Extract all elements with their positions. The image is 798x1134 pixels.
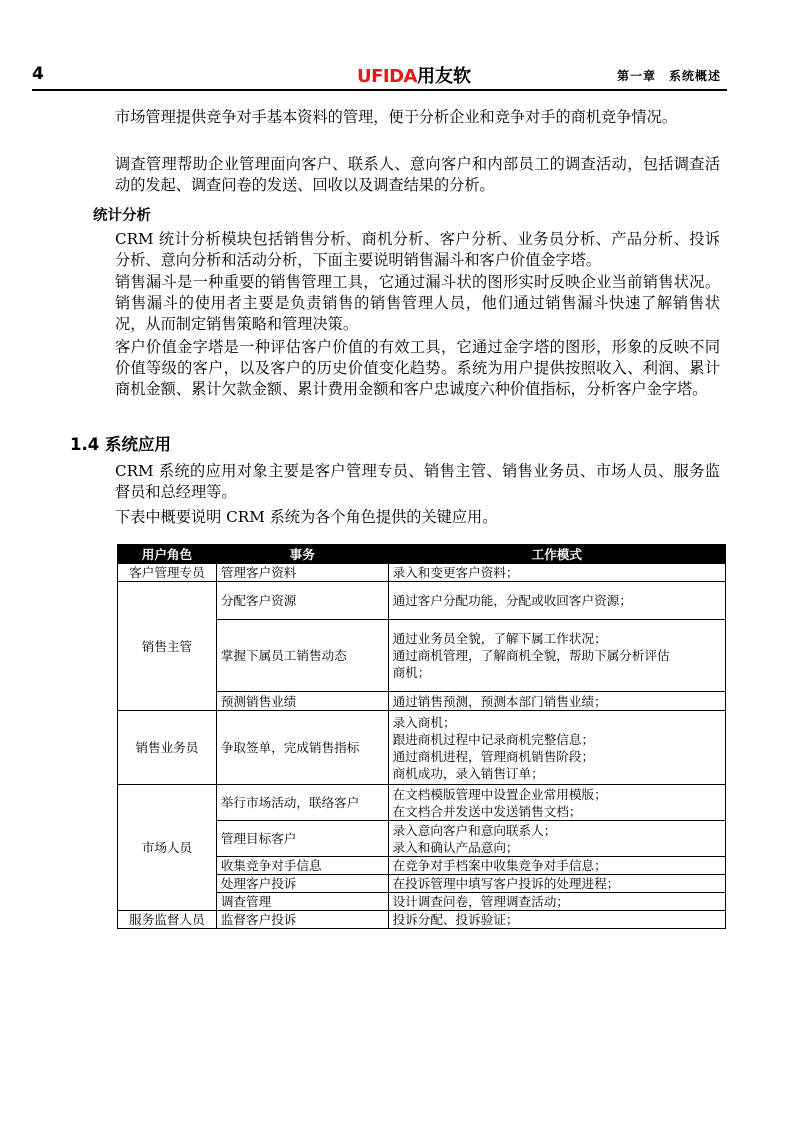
mode-line: 通过销售预测，预测本部门销售业绩；: [392, 693, 607, 709]
task-cell: 预测销售业绩: [216, 692, 388, 711]
task-cell: 调查管理: [216, 893, 388, 911]
mode-cell: [388, 711, 725, 785]
section-heading-system-application: 1.4 系统应用: [70, 435, 171, 454]
paragraph-sales-funnel: 销售漏斗是一种重要的销售管理工具，它通过漏斗状的图形实时反映企业当前销售状况。销售漏斗的使用者主要是负责销售的销售管理人员，他们通过销售漏斗快速了解销售状况，从而制定销售策略和管理决策。: [115, 273, 720, 333]
page-header: [32, 62, 727, 88]
task-cell: 管理目标客户: [216, 821, 388, 857]
mode-cell: [388, 875, 725, 893]
table-header-row: [118, 545, 726, 564]
mode-cell: [388, 564, 725, 582]
role-cell: 服务监督人员: [118, 911, 217, 929]
task-cell: 监督客户投诉: [216, 911, 388, 929]
mode-line: 商机；: [392, 665, 431, 680]
paragraph-application-targets: CRM 系统的应用对象主要是客户管理专员、销售主管、销售业务员、市场人员、服务监督员和总经理等。: [115, 462, 720, 501]
ufida-logo: [357, 62, 471, 88]
role-cell: 市场人员: [118, 785, 217, 911]
page-number: 4: [32, 64, 44, 84]
column-header-task: 事务: [216, 545, 388, 564]
role-cell: 销售主管: [118, 582, 217, 711]
mode-cell: [388, 911, 725, 929]
task-cell: 管理客户资料: [216, 564, 388, 582]
mode-line: 商机成功，录入销售订单；: [392, 765, 544, 781]
table-row: [118, 711, 726, 785]
mode-line: 通过客户分配功能，分配或收回客户资源；: [392, 593, 632, 608]
mode-cell: [388, 821, 725, 857]
mode-cell: [388, 893, 725, 911]
table-row: [118, 785, 726, 821]
column-header-mode: 工作模式: [388, 545, 725, 564]
table-row: [118, 911, 726, 929]
mode-line: 录入和确认产品意向；: [392, 839, 519, 855]
task-cell: 举行市场活动，联络客户: [216, 785, 388, 821]
mode-line: 录入商机；: [392, 714, 456, 730]
paragraph-table-intro: 下表中概要说明 CRM 系统为各个角色提供的关键应用。: [115, 508, 498, 526]
mode-cell: [388, 692, 725, 711]
mode-cell: [388, 857, 725, 875]
task-cell: 分配客户资源: [216, 582, 388, 620]
mode-line: 设计调查问卷，管理调查活动；: [392, 894, 569, 909]
role-cell: 销售业务员: [118, 711, 217, 785]
task-cell: 掌握下属员工销售动态: [216, 620, 388, 692]
column-header-role: 用户角色: [118, 545, 217, 564]
mode-cell: [388, 620, 725, 692]
subheading-statistics: 统计分析: [93, 208, 151, 224]
mode-line: 通过商机管理，了解商机全貌，帮助下属分析评估: [392, 648, 670, 663]
mode-line: 在投诉管理中填写客户投诉的处理进程；: [392, 876, 620, 891]
mode-cell: [388, 582, 725, 620]
chapter-title: 第一章 系统概述: [616, 69, 721, 83]
mode-line: 通过商机进程，管理商机销售阶段；: [392, 748, 595, 764]
table-row: [118, 564, 726, 582]
mode-line: 在竞争对手档案中收集竞争对手信息；: [392, 858, 607, 873]
mode-line: 在文档模版管理中设置企业常用模版；: [392, 786, 607, 802]
logo-text-black: 用友软: [416, 66, 471, 87]
task-cell: 争取签单，完成销售指标: [216, 711, 388, 785]
task-cell: 收集竞争对手信息: [216, 857, 388, 875]
role-application-table: [117, 544, 726, 929]
mode-line: 在文档合并发送中发送销售文档；: [392, 803, 582, 819]
paragraph-statistics-intro: CRM 统计分析模块包括销售分析、商机分析、客户分析、业务员分析、产品分析、投诉分析、意向分析和活动分析，下面主要说明销售漏斗和客户价值金字塔。: [115, 230, 720, 269]
header-divider: [32, 89, 727, 91]
mode-line: 录入意向客户和意向联系人；: [392, 822, 557, 838]
task-cell: 处理客户投诉: [216, 875, 388, 893]
table-row: [118, 582, 726, 620]
role-cell: 客户管理专员: [118, 564, 217, 582]
logo-text-red: UFIDA: [357, 66, 417, 87]
mode-line: 投诉分配、投诉验证；: [392, 912, 519, 927]
mode-line: 通过业务员全貌，了解下属工作状况；: [392, 631, 607, 646]
paragraph-value-pyramid: 客户价值金字塔是一种评估客户价值的有效工具，它通过金字塔的图形，形象的反映不同价值等级的客户，以及客户的历史价值变化趋势。系统为用户提供按照收入、利润、累计商机金额、累计欠款金额、累计费用金额和客户忠诚度六种价值指标，分析客户金字塔。: [115, 338, 720, 398]
paragraph-market-management: 市场管理提供竞争对手基本资料的管理，便于分析企业和竞争对手的商机竞争情况。: [115, 108, 677, 126]
mode-line: 录入和变更客户资料；: [392, 565, 519, 580]
mode-line: 跟进商机过程中记录商机完整信息；: [392, 731, 595, 747]
paragraph-survey-management: 调查管理帮助企业管理面向客户、联系人、意向客户和内部员工的调查活动，包括调查活动的发起、调查问卷的发送、回收以及调查结果的分析。: [115, 155, 720, 194]
mode-cell: [388, 785, 725, 821]
